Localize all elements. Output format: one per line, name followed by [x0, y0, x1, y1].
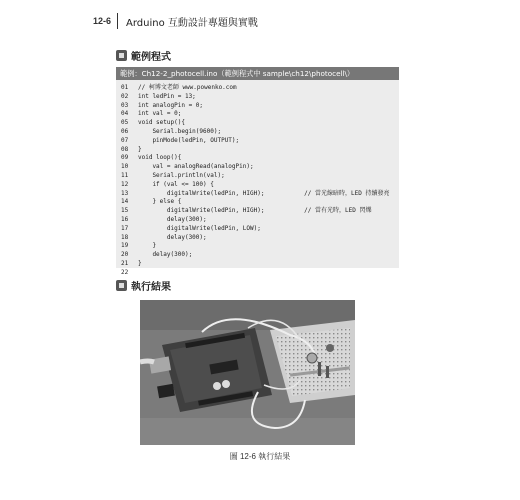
code-line: [121, 234, 399, 243]
code-text: int val = 0;: [138, 110, 182, 118]
code-text: pinMode(ledPin, OUTPUT);: [138, 136, 240, 144]
line-number: 12: [121, 180, 129, 188]
code-line: [121, 119, 399, 128]
code-line: [121, 128, 399, 137]
line-number: 05: [121, 119, 129, 127]
code-line: [121, 93, 399, 102]
code-text: int analogPin = 0;: [138, 101, 204, 109]
code-text: Serial.begin(9600);: [138, 127, 222, 135]
code-line: [121, 102, 399, 111]
code-text: digitalWrite(ledPin, HIGH); // 當光線暗時，LED 持續發亮: [138, 189, 390, 197]
code-text: // 柯博文老師 www.powenko.com: [138, 84, 237, 91]
code-line: [121, 190, 399, 199]
section-result-title: 執行結果: [131, 282, 171, 293]
result-photo: [140, 300, 355, 445]
code-text: } else {: [138, 198, 182, 206]
code-text: }: [138, 145, 142, 153]
code-line: [121, 198, 399, 207]
line-number: 19: [121, 242, 129, 250]
line-number: 14: [121, 198, 129, 206]
code-text: }: [138, 242, 157, 250]
page-number: 12-6: [93, 16, 112, 26]
line-number: 03: [121, 101, 129, 109]
code-text: delay(300);: [138, 215, 207, 223]
code-line: [121, 207, 399, 216]
section-bullet-icon: [116, 50, 127, 61]
code-line: [121, 154, 399, 163]
arduino-breadboard-photo: [140, 300, 355, 445]
code-line: [121, 146, 399, 155]
book-title: Arduino 互動設計專題與實戰: [126, 17, 258, 29]
line-number: 10: [121, 163, 129, 171]
figure-caption: 圖 12-6 執行結果: [229, 452, 291, 461]
code-text: void loop(){: [138, 154, 182, 162]
code-text: int ledPin = 13;: [138, 92, 196, 100]
line-number: 02: [121, 92, 129, 100]
code-listing: [116, 67, 399, 276]
code-text: }: [138, 259, 142, 267]
code-line: [121, 260, 399, 269]
code-line: [121, 225, 399, 234]
code-text: if (val <= 100) {: [138, 180, 214, 188]
line-number: 04: [121, 110, 129, 118]
code-line: [121, 269, 399, 278]
code-text: void setup(){: [138, 119, 185, 127]
section-example-title: 範例程式: [131, 52, 171, 63]
line-number: 16: [121, 215, 129, 223]
line-number: 07: [121, 136, 129, 144]
line-number: 09: [121, 154, 129, 162]
code-line: [121, 163, 399, 172]
code-lines: [116, 80, 399, 278]
line-number: 21: [121, 259, 129, 267]
code-line: [121, 216, 399, 225]
line-number: 11: [121, 171, 129, 179]
code-text: digitalWrite(ledPin, HIGH); // 當有光時，LED 閃爍: [138, 207, 372, 215]
code-line: [121, 251, 399, 260]
code-line: [121, 84, 399, 93]
line-number: 17: [121, 224, 129, 232]
section-result-heading: [116, 278, 171, 293]
line-number: 18: [121, 233, 129, 241]
page-header: [93, 13, 258, 29]
code-text: delay(300);: [138, 233, 207, 241]
code-line: [121, 137, 399, 146]
section-example-heading: [116, 48, 171, 63]
header-divider: [117, 13, 118, 29]
code-line: [121, 110, 399, 119]
line-number: 13: [121, 189, 129, 197]
line-number: 06: [121, 127, 129, 135]
code-text: digitalWrite(ledPin, LOW);: [138, 224, 261, 232]
line-number: 15: [121, 207, 129, 215]
line-number: 01: [121, 84, 129, 91]
section-bullet-icon: [116, 280, 127, 291]
code-line: [121, 181, 399, 190]
line-number: 08: [121, 145, 129, 153]
line-number: 22: [121, 268, 129, 276]
code-text: Serial.println(val);: [138, 171, 225, 179]
code-text: val = analogRead(analogPin);: [138, 163, 254, 171]
code-listing-caption: 範例：Ch12-2_photocell.ino（範例程式中 sample\ch12\photocell\）: [116, 67, 399, 80]
code-line: [121, 242, 399, 251]
code-line: [121, 172, 399, 181]
code-text: delay(300);: [138, 251, 193, 259]
line-number: 20: [121, 251, 129, 259]
